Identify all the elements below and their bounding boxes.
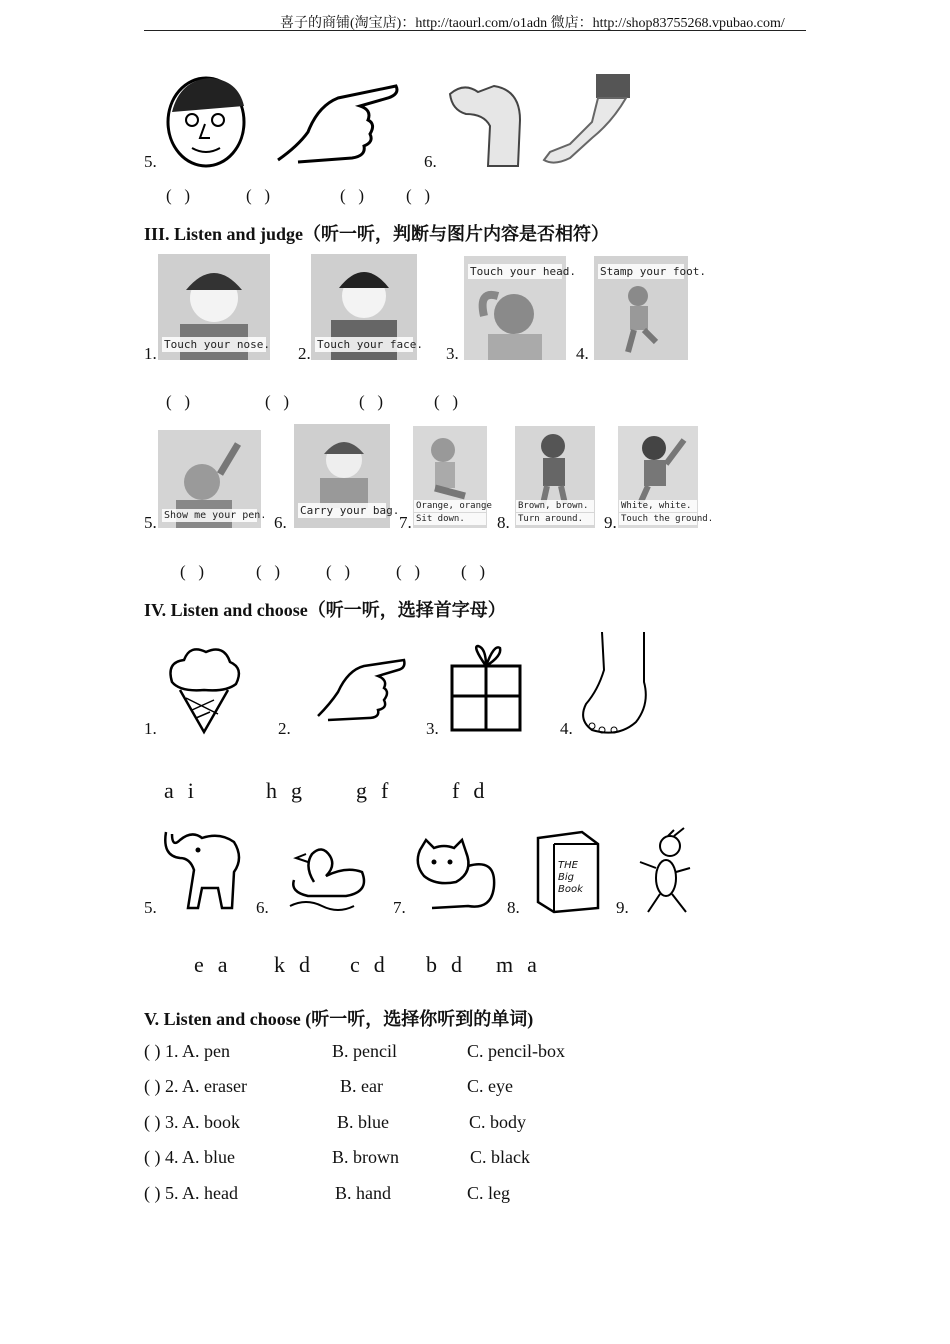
option-c[interactable]: C. leg	[467, 1183, 510, 1203]
answer-blank[interactable]: ( )	[166, 392, 191, 411]
arm-icon	[444, 80, 524, 168]
duck-icon	[286, 836, 370, 914]
letter-choices: g f	[356, 778, 390, 803]
item-number: 5.	[144, 513, 157, 532]
item-number: 6.	[256, 898, 269, 917]
photo-stamp-foot	[594, 256, 706, 360]
photo-caption: Brown, brown.	[516, 500, 594, 512]
option-c[interactable]: C. pencil-box	[467, 1041, 565, 1061]
item-number: 8.	[497, 513, 510, 532]
photo-caption: Show me your pen.	[164, 510, 267, 521]
option-c[interactable]: C. black	[470, 1147, 530, 1167]
book-cover-title: THE Big Book	[558, 860, 583, 895]
option-c[interactable]: C. eye	[467, 1076, 513, 1096]
foot-icon	[578, 630, 658, 736]
question-lead[interactable]: ( ) 1. A. pen	[144, 1041, 230, 1061]
letter-choices: k d	[274, 952, 311, 977]
answer-blank[interactable]: ( )	[265, 392, 290, 411]
answer-blank[interactable]: ( )	[406, 186, 431, 205]
option-b[interactable]: B. pencil	[332, 1041, 397, 1061]
photo-caption: Touch your head.	[470, 265, 576, 278]
letter-choices: a i	[164, 778, 195, 803]
letter-choices: e a	[194, 952, 229, 977]
answer-blank[interactable]: ( )	[246, 186, 271, 205]
option-b[interactable]: B. hand	[335, 1183, 391, 1203]
answer-blank[interactable]: ( )	[166, 186, 191, 205]
answer-blank[interactable]: ( )	[340, 186, 365, 205]
option-b[interactable]: B. blue	[337, 1112, 389, 1132]
ant-icon	[634, 828, 694, 914]
header-divider	[144, 30, 806, 31]
item-number: 7.	[399, 513, 412, 532]
item-number: 6.	[424, 152, 437, 171]
section-title: III. Listen and judge（听一听，判断与图片内容是否相符）	[144, 224, 610, 244]
photo-touch-head	[464, 256, 576, 360]
photo-touch-nose	[158, 254, 270, 360]
photo-touch-ground	[618, 426, 714, 528]
question-lead[interactable]: ( ) 2. A. eraser	[144, 1076, 247, 1096]
old-man-face-icon	[160, 72, 252, 170]
answer-blank[interactable]: ( )	[434, 392, 459, 411]
section-title: IV. Listen and choose（听一听，选择首字母）	[144, 600, 506, 620]
letter-choices: f d	[452, 778, 486, 803]
option-c[interactable]: C. body	[469, 1112, 527, 1132]
item-number: 6.	[274, 513, 287, 532]
item-number: 2.	[278, 719, 291, 738]
letter-choices: c d	[350, 952, 386, 977]
photo-caption: Orange, orange	[416, 501, 492, 511]
item-number: 9.	[604, 513, 617, 532]
pointing-finger-icon	[268, 76, 402, 168]
squirrel-icon	[412, 836, 498, 914]
book-icon	[532, 828, 602, 914]
item-number: 5.	[144, 898, 157, 917]
photo-caption: Sit down.	[414, 513, 486, 525]
question-lead[interactable]: ( ) 5. A. head	[144, 1183, 238, 1203]
item-number: 4.	[576, 344, 589, 363]
item-number: 5.	[144, 152, 157, 171]
answer-blank[interactable]: ( )	[326, 562, 351, 581]
answer-blank[interactable]: ( )	[461, 562, 486, 581]
item-number: 1.	[144, 344, 157, 363]
section-title: V. Listen and choose (听一听，选择你听到的单词)	[144, 1009, 534, 1029]
item-number: 7.	[393, 898, 406, 917]
letter-choices: m a	[496, 952, 538, 977]
pointing-hand-icon	[312, 652, 408, 734]
photo-caption: Stamp your foot.	[600, 265, 706, 278]
photo-caption: Carry your bag.	[300, 504, 400, 517]
photo-caption: Touch your face.	[317, 338, 423, 351]
question-lead[interactable]: ( ) 4. A. blue	[144, 1147, 235, 1167]
photo-caption: Touch the ground.	[621, 514, 714, 524]
photo-caption: White, white.	[619, 500, 697, 512]
photo-turn-around	[515, 426, 595, 528]
leg-icon	[540, 72, 632, 168]
answer-blank[interactable]: ( )	[396, 562, 421, 581]
item-number: 2.	[298, 344, 311, 363]
question-lead[interactable]: ( ) 3. A. book	[144, 1112, 240, 1132]
photo-show-pen	[158, 430, 267, 528]
item-number: 9.	[616, 898, 629, 917]
gift-box-icon	[448, 642, 524, 734]
answer-blank[interactable]: ( )	[359, 392, 384, 411]
photo-caption: Touch your nose.	[164, 338, 270, 351]
elephant-icon	[162, 828, 244, 914]
photo-carry-bag	[294, 424, 400, 528]
item-number: 3.	[446, 344, 459, 363]
letter-choices: b d	[426, 952, 463, 977]
page-header: 喜子的商铺(淘宝店)：http://taourl.com/o1adn 微店：http://shop83755268.vpubao.com/	[280, 16, 785, 31]
item-number: 3.	[426, 719, 439, 738]
item-number: 1.	[144, 719, 157, 738]
answer-blank[interactable]: ( )	[180, 562, 205, 581]
photo-touch-face	[311, 254, 423, 360]
letter-choices: h g	[266, 778, 303, 803]
ice-cream-icon	[166, 642, 242, 734]
item-number: 8.	[507, 898, 520, 917]
option-b[interactable]: B. brown	[332, 1147, 399, 1167]
option-b[interactable]: B. ear	[340, 1076, 383, 1096]
answer-blank[interactable]: ( )	[256, 562, 281, 581]
photo-sit-down	[413, 426, 492, 528]
item-number: 4.	[560, 719, 573, 738]
photo-caption: Turn around.	[516, 513, 594, 525]
